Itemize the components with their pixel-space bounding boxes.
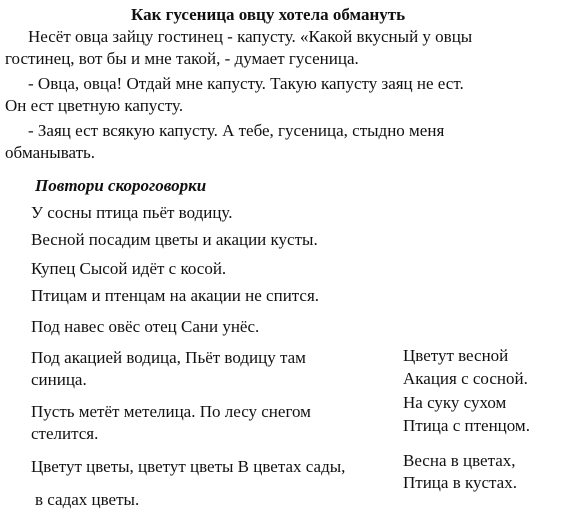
tongue-twister: Птицам и птенцам на акации не спится. [31,286,320,305]
story-title: Как гусеница овцу хотела обмануть [131,5,406,24]
tongue-twister: Цветут цветы, цветут цветы В цветах сады, [31,457,346,476]
story-line: Несёт овца зайцу гостинец - капусту. «Какой вкусный у овцы [28,27,473,46]
tongue-twister: Весной посадим цветы и акации кусты. [31,230,318,249]
story-line: гостинец, вот бы и мне такой, - думает гусеница. [5,49,359,68]
tongue-twister: Пусть метёт метелица. По лесу снегом [31,402,311,421]
tongue-twister: в садах цветы. [35,490,140,509]
tongue-twister: Под навес овёс отец Сани унёс. [31,317,260,336]
verse-line: Птица с птенцом. [403,416,530,435]
verse-line: На суку сухом [403,393,507,412]
story-line: Он ест цветную капусту. [5,96,184,115]
tongue-twister: У сосны птица пьёт водицу. [31,203,233,222]
verse-line: Цветут весной [403,346,509,365]
verse-line: Акация с сосной. [403,369,528,388]
verse-line: Весна в цветах, [403,451,516,470]
tongue-twister: Купец Сысой идёт с косой. [31,259,227,278]
tongue-twister: Под акацией водица, Пьёт водицу там [31,348,306,367]
verse-line: Птица в кустах. [403,473,517,492]
tongue-twister: стелится. [31,424,99,443]
story-line: - Заяц ест всякую капусту. А тебе, гусеница, стыдно меня [28,121,445,140]
story-line: обманывать. [5,143,96,162]
story-line: - Овца, овца! Отдай мне капусту. Такую капусту заяц не ест. [28,74,464,93]
section-subtitle: Повтори скороговорки [35,176,207,195]
tongue-twister: синица. [31,370,87,389]
